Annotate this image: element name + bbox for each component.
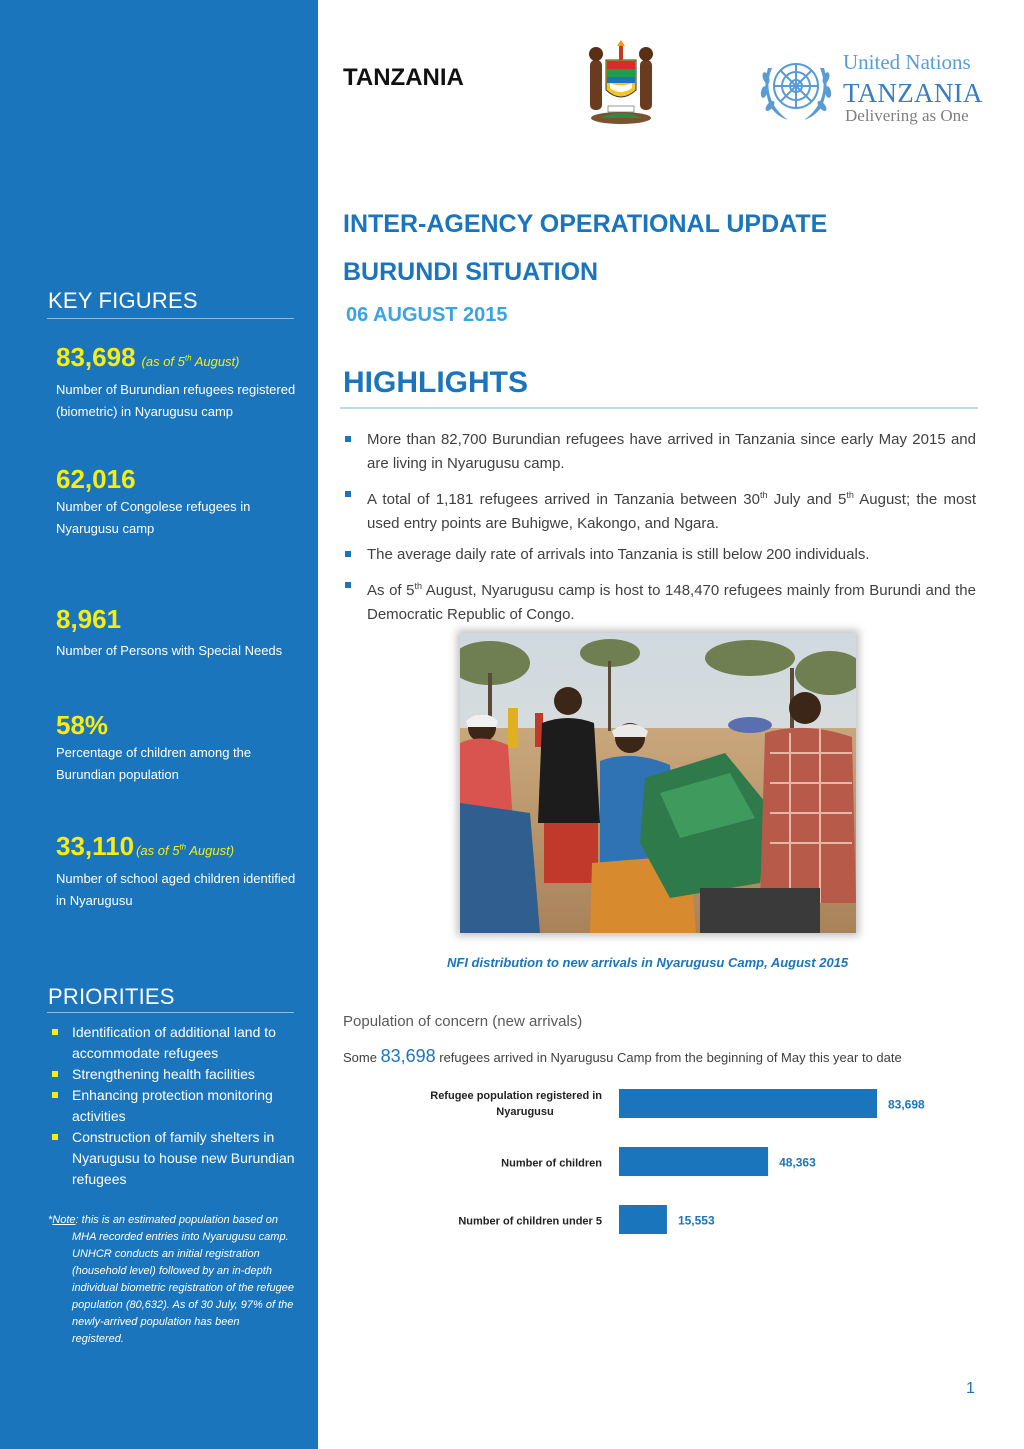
priorities-divider: [47, 1012, 294, 1013]
arrivals-bar-chart: [330, 1078, 970, 1248]
tanzania-coat-of-arms-icon: [578, 38, 664, 126]
sidebar: [0, 0, 318, 1449]
bar-2: [619, 1205, 667, 1234]
bar-value-label: 83,698: [888, 1097, 925, 1112]
figure-value: 58%: [56, 710, 109, 740]
figure-note: (as of 5th August): [141, 353, 240, 369]
report-subtitle: BURUNDI SITUATION: [343, 258, 599, 286]
highlight-item: A total of 1,181 refugees arrived in Tanzania between 30th July and 5th August; the most used entry points are Buhigwe, Kakongo, and Ngara.: [343, 483, 976, 536]
bar-value-label: 48,363: [779, 1155, 816, 1170]
page-number: 1: [966, 1380, 975, 1397]
nfi-distribution-photo: [460, 633, 856, 933]
photo-caption: NFI distribution to new arrivals in Nyarugusu Camp, August 2015: [447, 955, 849, 970]
highlight-item: More than 82,700 Burundian refugees have arrived in Tanzania since early May 2015 and are living in Nyarugusu camp.: [343, 428, 976, 476]
bullet-icon: [52, 1092, 58, 1098]
key-figure-special-needs: [56, 604, 296, 662]
figure-description: Percentage of children among the Burundian population: [56, 745, 252, 782]
bullet-icon: [345, 582, 351, 588]
priority-item: Strengthening health facilities: [50, 1064, 300, 1085]
highlights-divider: [340, 407, 978, 409]
key-figure-burundian-refugees: [56, 342, 296, 423]
figure-description: Number of Burundian refugees registered (biometric) in Nyarugusu camp: [56, 382, 296, 419]
priorities-heading: PRIORITIES: [48, 984, 175, 1009]
bar-category-label: Nyarugusu: [496, 1106, 554, 1118]
chart-subtitle: Some 83,698 refugees arrived in Nyarugusu Camp from the beginning of May this year to date: [343, 1046, 902, 1066]
key-figure-school-children: [56, 831, 296, 912]
bar-value-label: 15,553: [677, 1213, 715, 1228]
un-country: TANZANIA: [843, 78, 983, 108]
key-figure-children-percentage: [56, 710, 296, 786]
footnote: *Note: this is an estimated population based on MHA recorded entries into Nyarugusu camp. UNHCR conducts an initial registration (household level) followed by an in-depth individual biometric registration of the refugee population (80,632). As of 30 July, 97% of the newly-arrived population has been registered.: [48, 1214, 294, 1345]
highlight-item: The average daily rate of arrivals into Tanzania is still below 200 individuals.: [343, 543, 976, 567]
figure-description: Number of school aged children identified in Nyarugusu: [56, 871, 296, 908]
figure-note: (as of 5th August): [136, 842, 235, 858]
bullet-icon: [345, 491, 351, 497]
un-emblem-icon: [754, 48, 838, 128]
priority-item: Identification of additional land to accommodate refugees: [50, 1022, 300, 1064]
figure-description: Number of Persons with Special Needs: [56, 643, 283, 658]
key-figures-divider: [47, 318, 294, 319]
un-tagline: Delivering as One: [845, 106, 969, 125]
bullet-icon: [52, 1071, 58, 1077]
figure-value: 62,016: [56, 464, 136, 494]
key-figures-heading: KEY FIGURES: [48, 288, 198, 313]
priority-item: Enhancing protection monitoring activities: [50, 1085, 300, 1127]
bar-0: [619, 1089, 877, 1118]
bullet-icon: [52, 1029, 58, 1035]
report-title: INTER-AGENCY OPERATIONAL UPDATE: [343, 210, 828, 238]
bullet-icon: [345, 436, 351, 442]
key-figure-congolese-refugees: [56, 464, 296, 540]
figure-description: Number of Congolese refugees in Nyarugusu camp: [56, 499, 251, 536]
chart-title: Population of concern (new arrivals): [343, 1013, 583, 1030]
highlights-list: [343, 428, 976, 634]
bullet-icon: [345, 551, 351, 557]
report-date: 06 AUGUST 2015: [346, 304, 508, 326]
un-name: United Nations: [843, 50, 971, 74]
priority-item: Construction of family shelters in Nyarugusu to house new Burundian refugees: [50, 1127, 300, 1190]
bar-category-label: Number of children under 5: [458, 1215, 602, 1228]
highlights-heading: HIGHLIGHTS: [343, 366, 528, 399]
bar-category-label: Number of children: [501, 1157, 602, 1170]
figure-value: 8,961: [56, 604, 122, 634]
bar-category-label: Refugee population registered in: [430, 1090, 602, 1102]
priorities-list: [50, 1022, 300, 1190]
country-name: TANZANIA: [343, 64, 464, 91]
bar-1: [619, 1147, 768, 1176]
figure-value: 33,110: [56, 831, 135, 861]
figure-value: 83,698: [56, 342, 136, 372]
bullet-icon: [52, 1134, 58, 1140]
highlight-item: As of 5th August, Nyarugusu camp is host to 148,470 refugees mainly from Burundi and the Democratic Republic of Congo.: [343, 574, 976, 627]
